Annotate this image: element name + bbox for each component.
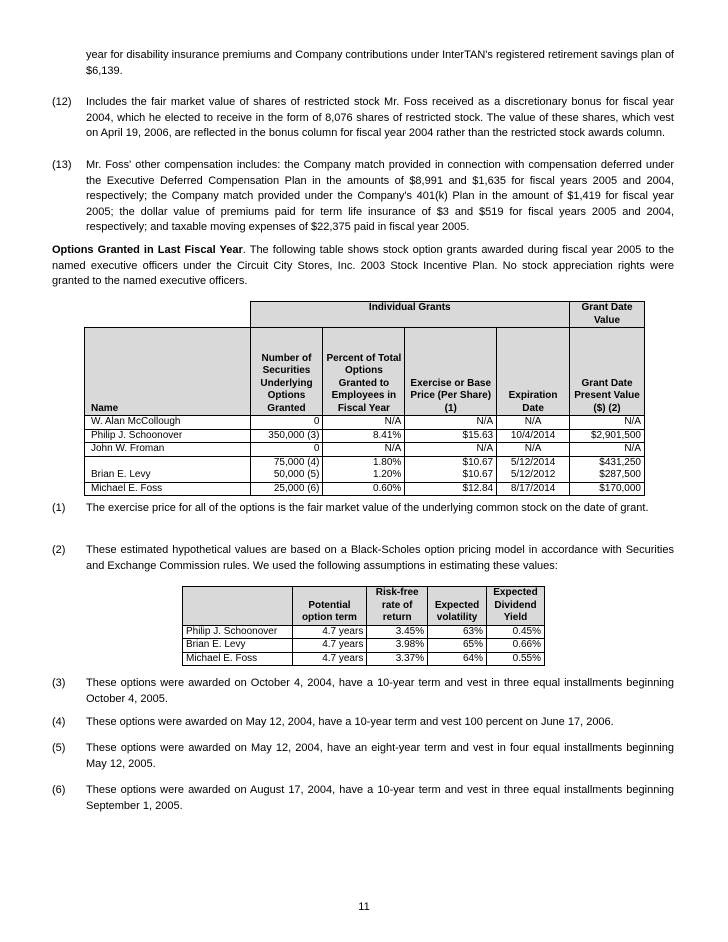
footnote-4: (4) These options were awarded on May 12, 2004, have a 10-year term and vest 100 percent on June 17, 2006.: [52, 716, 614, 728]
cell-percent: 1.80%: [323, 456, 405, 469]
cell-term: 4.7 years: [292, 639, 367, 653]
cell-name: [85, 456, 251, 469]
cell-price: $15.63: [405, 429, 497, 443]
col-header-risk-free-rate: Risk-free rate of return: [367, 587, 428, 626]
cell-securities: 75,000 (4): [250, 456, 323, 469]
cell-value: $287,500: [570, 469, 645, 482]
footnote-6: (6) These options were awarded on August 17, 2004, have a 10-year term and vest in three equal installments beginning September 1, 2005.: [52, 784, 674, 812]
cell-name: John W. Froman: [85, 443, 251, 457]
table-row: [85, 482, 645, 496]
cell-price: $10.67: [405, 456, 497, 469]
cell-price: N/A: [405, 416, 497, 430]
cell-name: Philip J. Schoonover: [85, 429, 251, 443]
cell-yield: 0.55%: [487, 652, 545, 666]
cell-securities: 50,000 (5): [250, 469, 323, 482]
page-number: 11: [358, 901, 370, 913]
table-row: [183, 652, 545, 666]
footnote-3: (3) These options were awarded on October 4, 2004, have a 10-year term and vest in three equal installments beginning October 4, 2005.: [52, 677, 674, 705]
cell-price: $10.67: [405, 469, 497, 482]
cell-percent: N/A: [323, 416, 405, 430]
cell-value: N/A: [570, 443, 645, 457]
cell-expiration: 10/4/2014: [497, 429, 570, 443]
col-header-expiration: Expiration Date: [497, 328, 570, 416]
footnote-12: (12) Includes the fair market value of shares of restricted stock Mr. Foss received as a discretionary bonus for fiscal year 2004, which he elected to receive in the form of 8,076 shares of restricted stock. The value of these shares, which vest on April 19, 2006, are reflected in the bonus column for fiscal year 2004 rather than the restricted stock awards column.: [52, 96, 674, 139]
cell-vol: 65%: [428, 639, 487, 653]
cell-expiration: 5/12/2012: [497, 469, 570, 482]
cell-value: $431,250: [570, 456, 645, 469]
footnote-5: (5) These options were awarded on May 12, 2004, have an eight-year term and vest in four equal installments beginning May 12, 2005.: [52, 742, 674, 770]
table-row: [85, 469, 645, 482]
cell-securities: 0: [250, 443, 323, 457]
col-header-price: Exercise or Base Price (Per Share) (1): [405, 328, 497, 416]
footnote-13: (13) Mr. Foss' other compensation includes: the Company match provided in connection with compensation deferred under the Executive Deferred Compensation Plan in the amounts of $8,991 and $1,635 for fiscal years 2005 and 2004, respectively; the Company match provided under the Company's 401(k) Plan in the amount of $1,419 for fiscal year 2005; the dollar value of premiums paid for term life insurance of $3 and $519 for fiscal years 2005 and 2004, respectively; and taxable moving expenses of $22,375 paid in fiscal year 2005.: [52, 159, 674, 233]
col-header-option-term: Potential option term: [292, 587, 367, 626]
col-header-dividend-yield: Expected Dividend Yield: [487, 587, 545, 626]
col-header-securities: Number of Securities Underlying Options Granted: [250, 328, 323, 416]
cell-value: N/A: [570, 416, 645, 430]
cell-yield: 0.45%: [487, 625, 545, 639]
individual-grants-header: Individual Grants: [250, 302, 570, 328]
table-row: [85, 416, 645, 430]
table-row: [85, 443, 645, 457]
cell-percent: N/A: [323, 443, 405, 457]
cell-price: N/A: [405, 443, 497, 457]
col-header-percent: Percent of Total Options Granted to Employees in Fiscal Year: [323, 328, 405, 416]
col-header-present-value: Grant Date Present Value ($) (2): [570, 328, 645, 416]
col-header-volatility: Expected volatility: [428, 587, 487, 626]
black-scholes-assumptions-table: [182, 586, 545, 666]
cell-name: Brian E. Levy: [183, 639, 293, 653]
cell-expiration: N/A: [497, 443, 570, 457]
grant-date-value-header: Grant Date Value: [570, 302, 645, 328]
cell-expiration: N/A: [497, 416, 570, 430]
cell-rate: 3.98%: [367, 639, 428, 653]
cell-name: Michael E. Foss: [85, 482, 251, 496]
cell-term: 4.7 years: [292, 625, 367, 639]
cell-name: Brian E. Levy: [85, 469, 251, 482]
cell-vol: 64%: [428, 652, 487, 666]
table-row: [183, 625, 545, 639]
cell-rate: 3.45%: [367, 625, 428, 639]
table-row: [85, 456, 645, 469]
cell-price: $12.84: [405, 482, 497, 496]
cell-percent: 1.20%: [323, 469, 405, 482]
cell-value: $2,901,500: [570, 429, 645, 443]
cell-expiration: 5/12/2014: [497, 456, 570, 469]
table-row: [183, 639, 545, 653]
footnote-continuation: year for disability insurance premiums and Company contributions under InterTAN's registered retirement savings plan of $6,139.: [86, 49, 674, 77]
footnote-2: (2) These estimated hypothetical values are based on a Black-Scholes option pricing model in accordance with Securities and Exchange Commission rules. We used the following assumptions in estimating these values:: [52, 544, 674, 572]
option-grants-table: [84, 301, 645, 496]
cell-percent: 0.60%: [323, 482, 405, 496]
options-intro-paragraph: Options Granted in Last Fiscal Year. The following table shows stock option grants awarded during fiscal year 2005 to the named executive officers under the Circuit City Stores, Inc. 2003 Stock Incentive Plan. No stock appreciation rights were granted to the named executive officers.: [52, 244, 674, 287]
cell-value: $170,000: [570, 482, 645, 496]
cell-expiration: 8/17/2014: [497, 482, 570, 496]
section-heading: Options Granted in Last Fiscal Year: [52, 244, 243, 256]
col-header-name: Name: [85, 328, 251, 416]
cell-securities: 0: [250, 416, 323, 430]
cell-percent: 8.41%: [323, 429, 405, 443]
cell-rate: 3.37%: [367, 652, 428, 666]
cell-term: 4.7 years: [292, 652, 367, 666]
cell-vol: 63%: [428, 625, 487, 639]
cell-yield: 0.66%: [487, 639, 545, 653]
footnote-1: (1) The exercise price for all of the options is the fair market value of the underlying common stock on the date of grant.: [52, 502, 649, 514]
table-row: [85, 429, 645, 443]
cell-securities: 350,000 (3): [250, 429, 323, 443]
cell-securities: 25,000 (6): [250, 482, 323, 496]
cell-name: Michael E. Foss: [183, 652, 293, 666]
cell-name: Philip J. Schoonover: [183, 625, 293, 639]
cell-name: W. Alan McCollough: [85, 416, 251, 430]
